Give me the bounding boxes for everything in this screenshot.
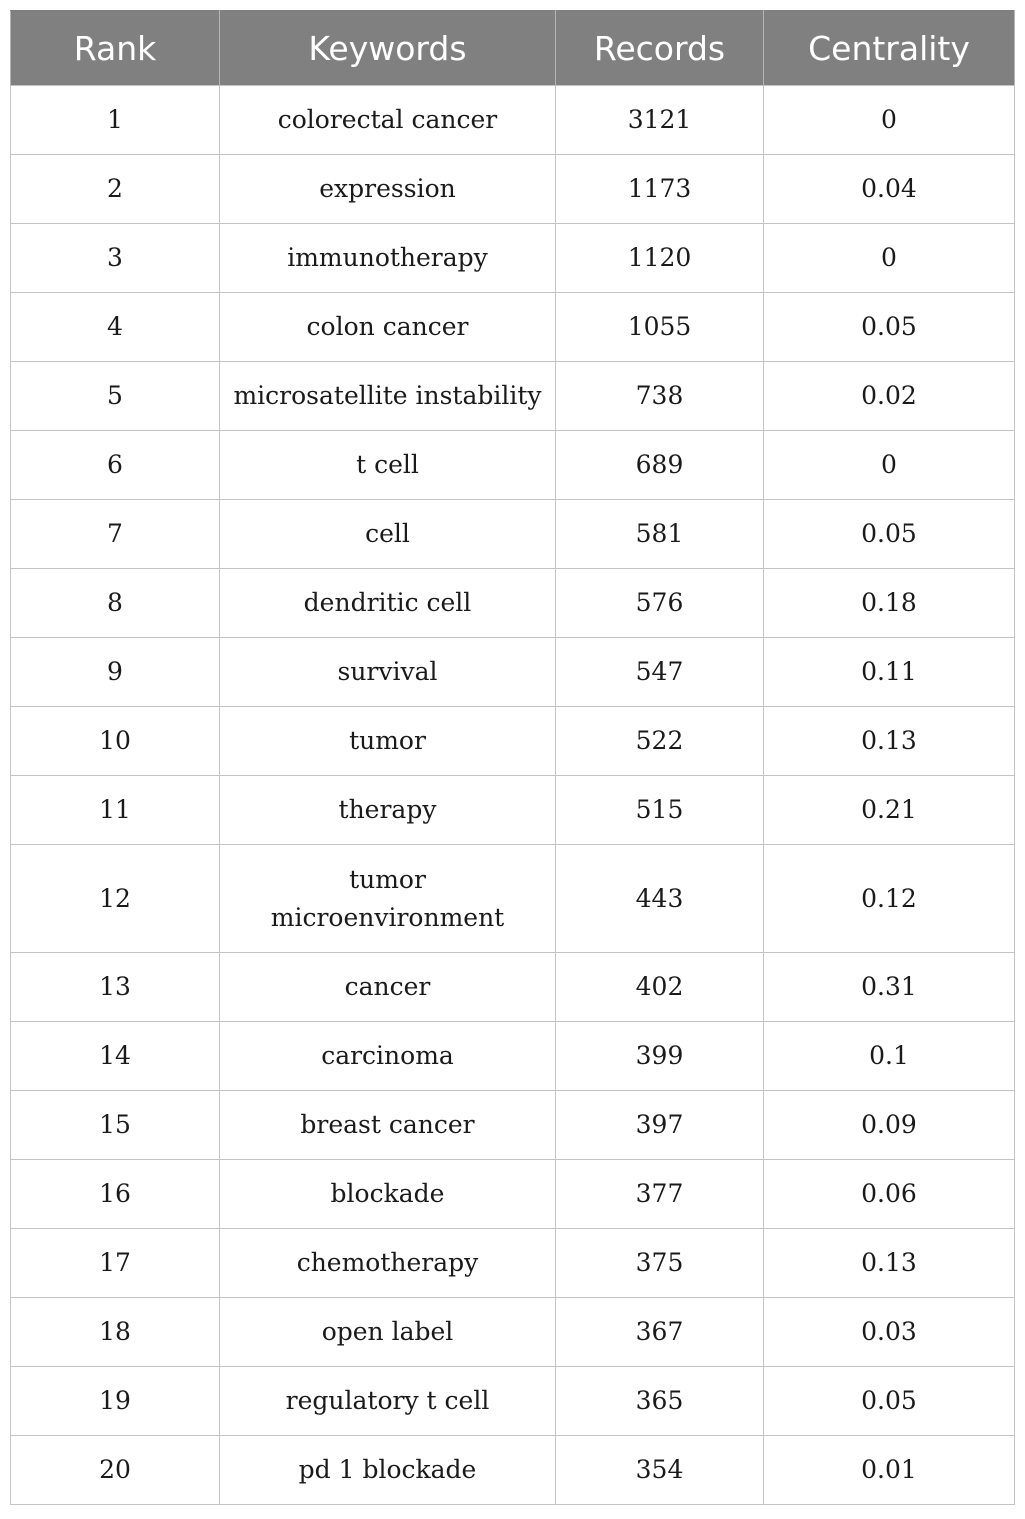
cell-rank: 14 [11, 1022, 220, 1091]
cell-rank: 12 [11, 845, 220, 953]
keywords-table-container [10, 10, 1014, 1505]
cell-records: 377 [556, 1160, 764, 1229]
cell-rank: 18 [11, 1298, 220, 1367]
cell-rank: 7 [11, 500, 220, 569]
table-header [11, 11, 1015, 86]
table-row [11, 638, 1015, 707]
cell-rank: 3 [11, 224, 220, 293]
cell-keyword: breast cancer [220, 1091, 556, 1160]
cell-keyword: cell [220, 500, 556, 569]
cell-keyword: expression [220, 155, 556, 224]
table-row [11, 86, 1015, 155]
table-row [11, 953, 1015, 1022]
cell-records: 365 [556, 1367, 764, 1436]
cell-centrality: 0.02 [764, 362, 1015, 431]
cell-centrality: 0.11 [764, 638, 1015, 707]
cell-centrality: 0 [764, 224, 1015, 293]
cell-keyword: microsatellite instability [220, 362, 556, 431]
table-row [11, 293, 1015, 362]
cell-keyword: regulatory t cell [220, 1367, 556, 1436]
cell-records: 576 [556, 569, 764, 638]
cell-rank: 17 [11, 1229, 220, 1298]
table-row [11, 155, 1015, 224]
table-row [11, 1022, 1015, 1091]
cell-rank: 2 [11, 155, 220, 224]
cell-keyword: colon cancer [220, 293, 556, 362]
header-keywords: Keywords [220, 11, 556, 86]
cell-rank: 15 [11, 1091, 220, 1160]
cell-centrality: 0.13 [764, 707, 1015, 776]
cell-records: 515 [556, 776, 764, 845]
cell-records: 689 [556, 431, 764, 500]
table-row [11, 1229, 1015, 1298]
table-row [11, 1160, 1015, 1229]
cell-rank: 4 [11, 293, 220, 362]
cell-rank: 11 [11, 776, 220, 845]
table-row [11, 776, 1015, 845]
cell-keyword: open label [220, 1298, 556, 1367]
cell-records: 1120 [556, 224, 764, 293]
cell-centrality: 0.18 [764, 569, 1015, 638]
table-body [11, 86, 1015, 1505]
header-records: Records [556, 11, 764, 86]
table-row [11, 1091, 1015, 1160]
cell-keyword: carcinoma [220, 1022, 556, 1091]
table-row [11, 845, 1015, 953]
cell-keyword: immunotherapy [220, 224, 556, 293]
cell-centrality: 0.12 [764, 845, 1015, 953]
cell-records: 375 [556, 1229, 764, 1298]
cell-centrality: 0.21 [764, 776, 1015, 845]
cell-records: 397 [556, 1091, 764, 1160]
cell-centrality: 0 [764, 86, 1015, 155]
cell-rank: 16 [11, 1160, 220, 1229]
header-row [11, 11, 1015, 86]
cell-records: 367 [556, 1298, 764, 1367]
cell-records: 1055 [556, 293, 764, 362]
cell-centrality: 0.05 [764, 500, 1015, 569]
cell-centrality: 0.31 [764, 953, 1015, 1022]
cell-rank: 19 [11, 1367, 220, 1436]
cell-rank: 10 [11, 707, 220, 776]
cell-centrality: 0.03 [764, 1298, 1015, 1367]
cell-rank: 9 [11, 638, 220, 707]
cell-rank: 20 [11, 1436, 220, 1505]
table-row [11, 1298, 1015, 1367]
cell-rank: 6 [11, 431, 220, 500]
cell-rank: 1 [11, 86, 220, 155]
table-row [11, 431, 1015, 500]
cell-centrality: 0.09 [764, 1091, 1015, 1160]
cell-keyword: therapy [220, 776, 556, 845]
cell-centrality: 0.13 [764, 1229, 1015, 1298]
cell-keyword: chemotherapy [220, 1229, 556, 1298]
cell-centrality: 0.04 [764, 155, 1015, 224]
cell-centrality: 0.05 [764, 293, 1015, 362]
table-row [11, 569, 1015, 638]
keywords-table [10, 10, 1015, 1505]
cell-records: 3121 [556, 86, 764, 155]
cell-records: 522 [556, 707, 764, 776]
cell-keyword: survival [220, 638, 556, 707]
cell-centrality: 0.05 [764, 1367, 1015, 1436]
cell-records: 547 [556, 638, 764, 707]
cell-rank: 13 [11, 953, 220, 1022]
cell-centrality: 0.01 [764, 1436, 1015, 1505]
cell-rank: 5 [11, 362, 220, 431]
cell-centrality: 0.1 [764, 1022, 1015, 1091]
cell-keyword: colorectal cancer [220, 86, 556, 155]
cell-keyword: blockade [220, 1160, 556, 1229]
cell-centrality: 0 [764, 431, 1015, 500]
table-row [11, 500, 1015, 569]
header-centrality: Centrality [764, 11, 1015, 86]
cell-records: 581 [556, 500, 764, 569]
cell-keyword: cancer [220, 953, 556, 1022]
cell-records: 443 [556, 845, 764, 953]
cell-keyword: pd 1 blockade [220, 1436, 556, 1505]
table-row [11, 1367, 1015, 1436]
cell-keyword: t cell [220, 431, 556, 500]
cell-rank: 8 [11, 569, 220, 638]
cell-records: 402 [556, 953, 764, 1022]
header-rank: Rank [11, 11, 220, 86]
cell-keyword: tumor microenvironment [220, 845, 556, 953]
table-row [11, 224, 1015, 293]
cell-records: 354 [556, 1436, 764, 1505]
cell-records: 399 [556, 1022, 764, 1091]
cell-keyword: tumor [220, 707, 556, 776]
cell-centrality: 0.06 [764, 1160, 1015, 1229]
table-row [11, 707, 1015, 776]
cell-records: 1173 [556, 155, 764, 224]
table-row [11, 362, 1015, 431]
cell-keyword: dendritic cell [220, 569, 556, 638]
cell-records: 738 [556, 362, 764, 431]
table-row [11, 1436, 1015, 1505]
